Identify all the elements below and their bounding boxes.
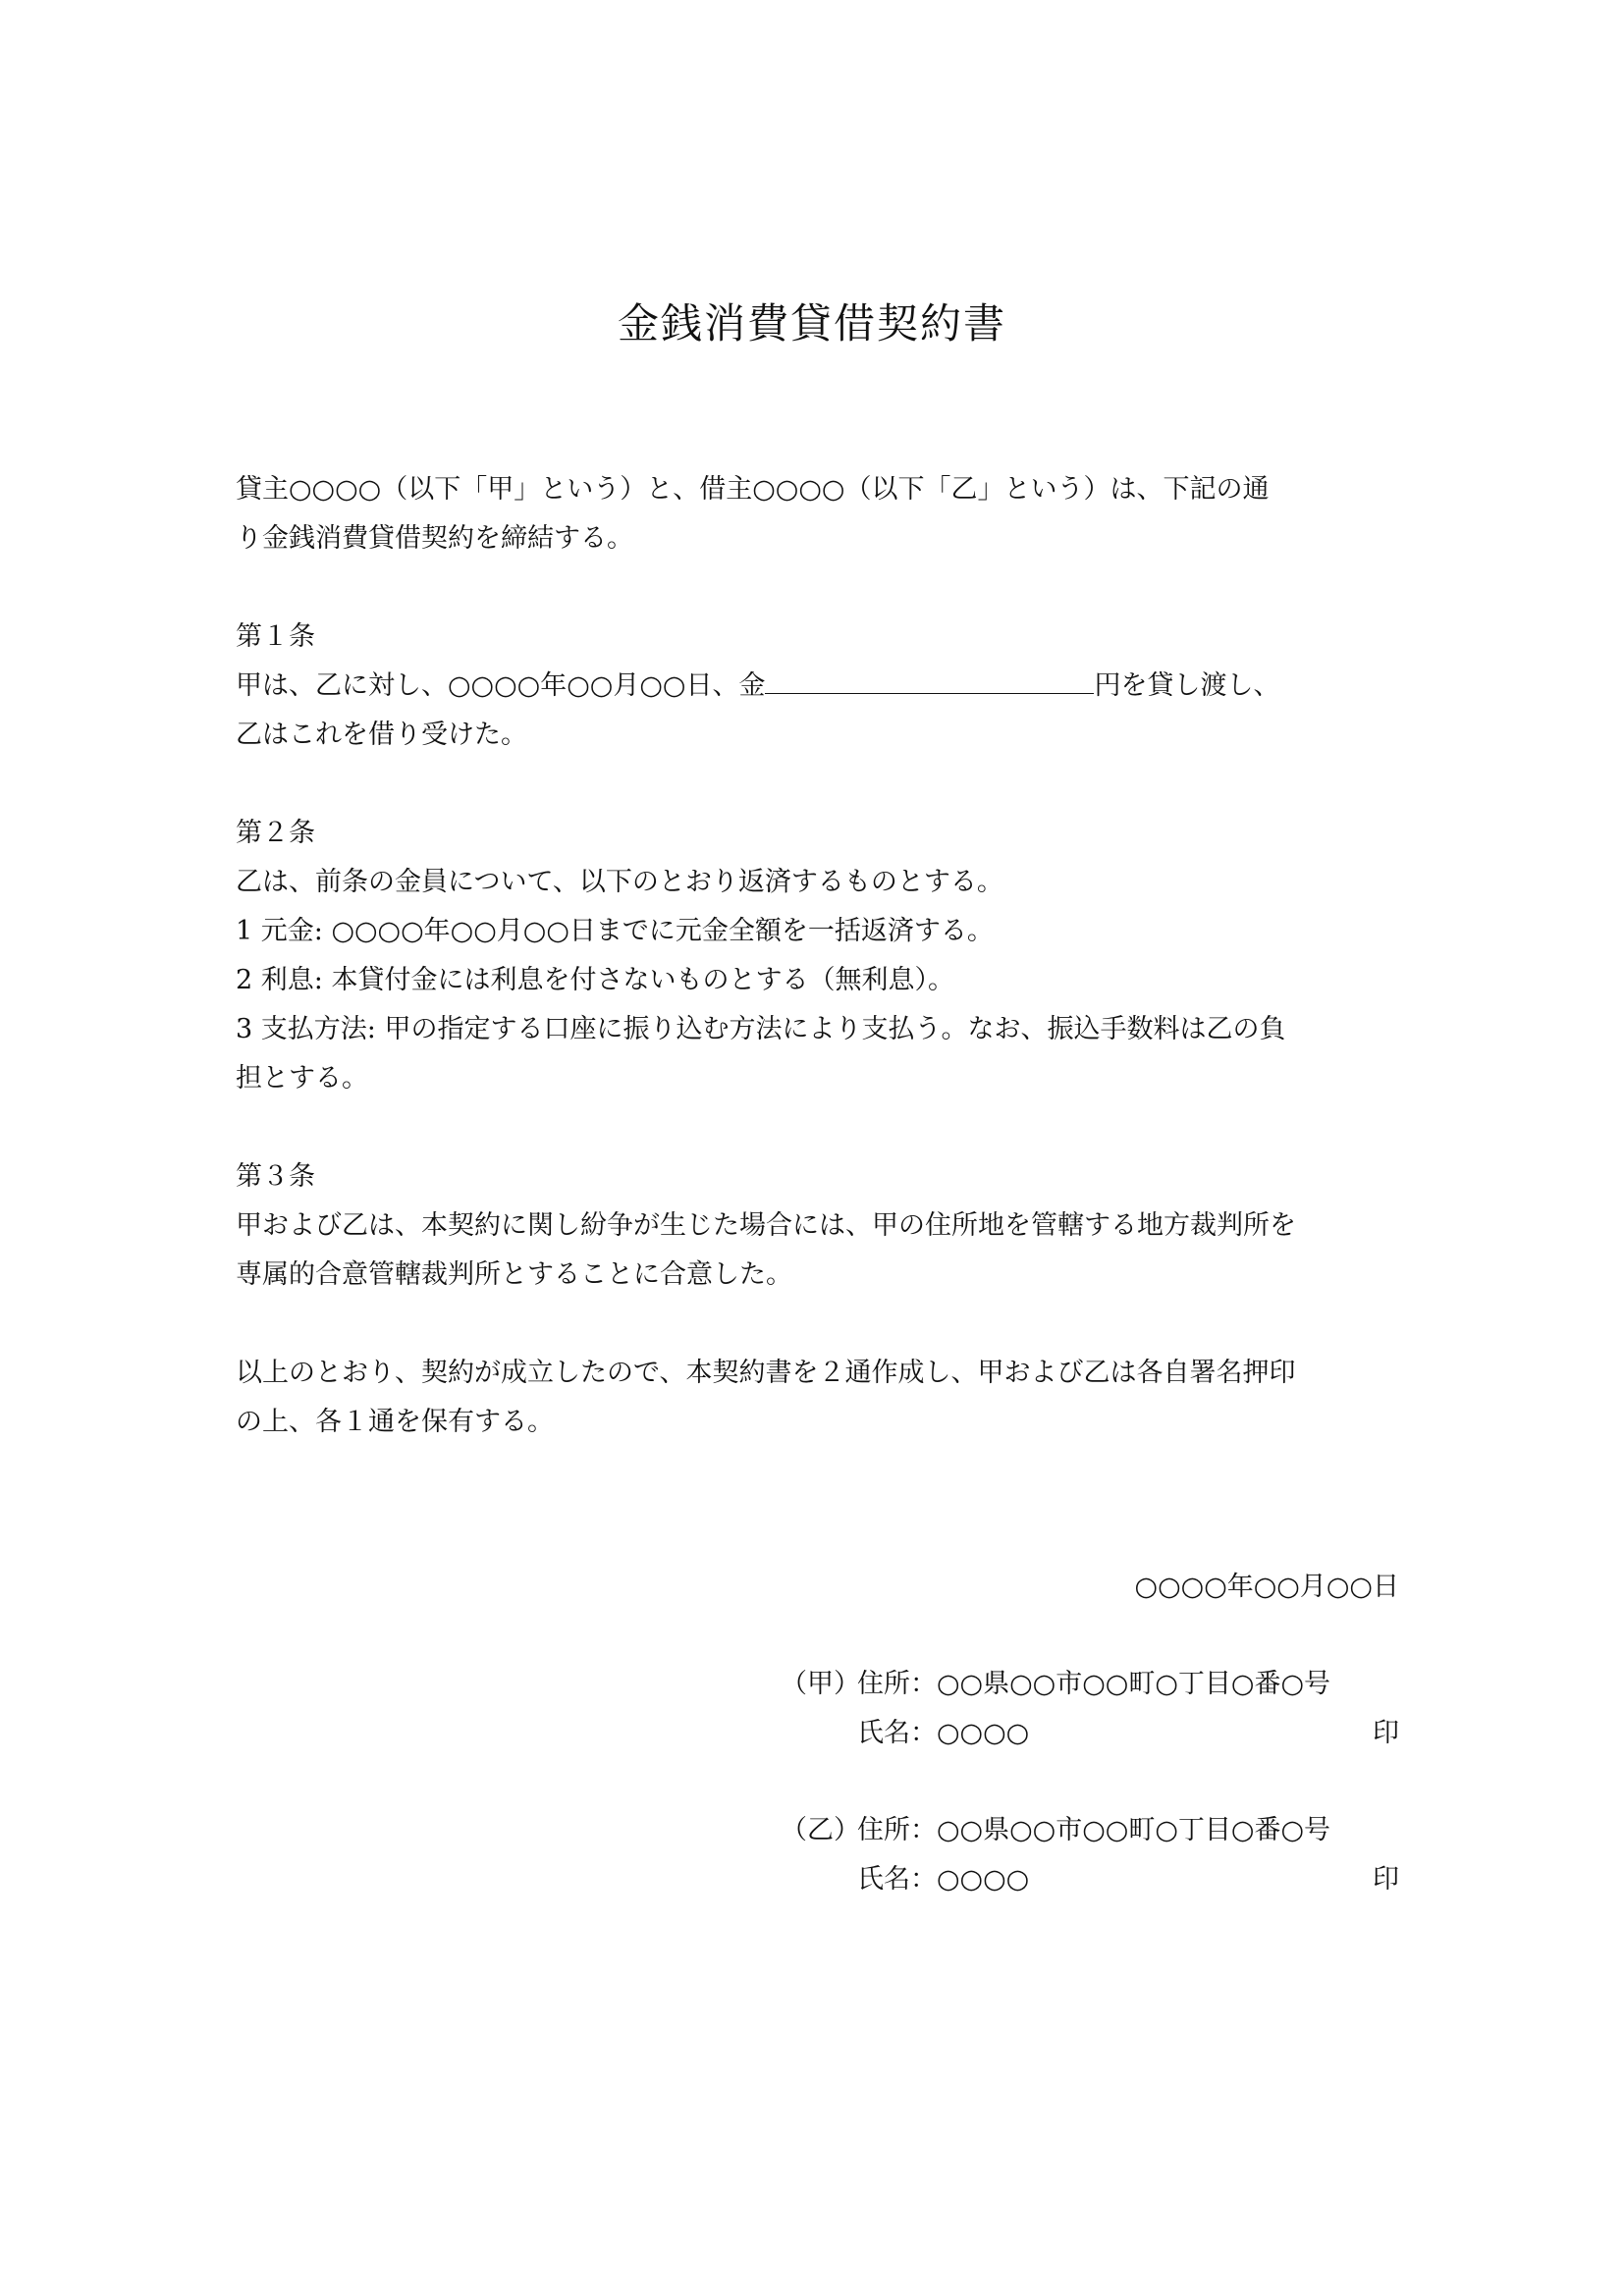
document-title: 金銭消費貸借契約書 (617, 299, 1006, 347)
party-b-seal-mark: 印 (1373, 1864, 1399, 1895)
article-3-line: 専属的合意管轄裁判所とすることに合意した。 (236, 1259, 792, 1290)
preamble-line: り金銭消費貸借契約を締結する。 (236, 523, 633, 554)
party-b-signature-block (781, 1806, 1399, 1904)
article-2-intro: 乙は、前条の金員について、以下のとおり返済するものとする。 (236, 867, 1003, 897)
article-2-item-interest: 2 利息: 本貸付金には利息を付さないものとする（無利息）。 (236, 965, 954, 995)
party-b-address: ○○県○○市○○町○丁目○番○号 (937, 1815, 1331, 1845)
article-1-line: 乙はこれを借り受けた。 (236, 720, 527, 750)
party-a-address-row (781, 1660, 1399, 1709)
contract-body (236, 465, 1394, 1447)
amount-blank-line (765, 664, 1094, 694)
party-b-name: ○○○○ (937, 1864, 1030, 1895)
party-a-name-row (781, 1709, 1399, 1758)
party-b-name-row (781, 1855, 1399, 1904)
closing-line: の上、各１通を保有する。 (236, 1407, 554, 1437)
party-b-name-label: 氏名： (857, 1864, 937, 1895)
closing-line: 以上のとおり、契約が成立したので、本契約書を２通作成し、甲および乙は各自署名押印 (236, 1358, 1296, 1388)
party-b-address-row (781, 1806, 1399, 1855)
article-2-item-principal: 1 元金: ○○○○年○○月○○日までに元金全額を一括返済する。 (236, 916, 994, 946)
party-b-address-label: 住所： (857, 1815, 937, 1845)
article-2-item-payment-cont: 担とする。 (236, 1063, 368, 1094)
article-1-text-after-blank: 円を貸し渡し、 (1094, 670, 1280, 701)
party-a-signature-block (781, 1660, 1399, 1758)
contract-date: ○○○○年○○月○○日 (1134, 1572, 1399, 1602)
article-3-heading: 第３条 (236, 1161, 315, 1192)
article-1-text-before-blank: 甲は、乙に対し、○○○○年○○月○○日、金 (236, 670, 766, 701)
party-a-name-label: 氏名： (857, 1718, 937, 1748)
article-3-line: 甲および乙は、本契約に関し紛争が生じた場合には、甲の住所地を管轄する地方裁判所を (236, 1210, 1296, 1241)
preamble-line: 貸主○○○○（以下「甲」という）と、借主○○○○（以下「乙」という）は、下記の通 (236, 474, 1270, 505)
party-a-name: ○○○○ (937, 1718, 1030, 1748)
party-b-label: （乙） (781, 1815, 860, 1845)
party-a-label: （甲） (781, 1669, 860, 1699)
party-a-address-label: 住所： (857, 1669, 937, 1699)
article-2-item-payment: 3 支払方法: 甲の指定する口座に振り込む方法により支払う。なお、振込手数料は乙の負 (236, 1014, 1286, 1044)
article-1-line (236, 662, 1394, 711)
article-2-heading: 第２条 (236, 818, 315, 848)
party-a-address: ○○県○○市○○町○丁目○番○号 (937, 1669, 1331, 1699)
party-a-seal-mark: 印 (1373, 1718, 1399, 1748)
article-1-heading: 第１条 (236, 621, 315, 652)
